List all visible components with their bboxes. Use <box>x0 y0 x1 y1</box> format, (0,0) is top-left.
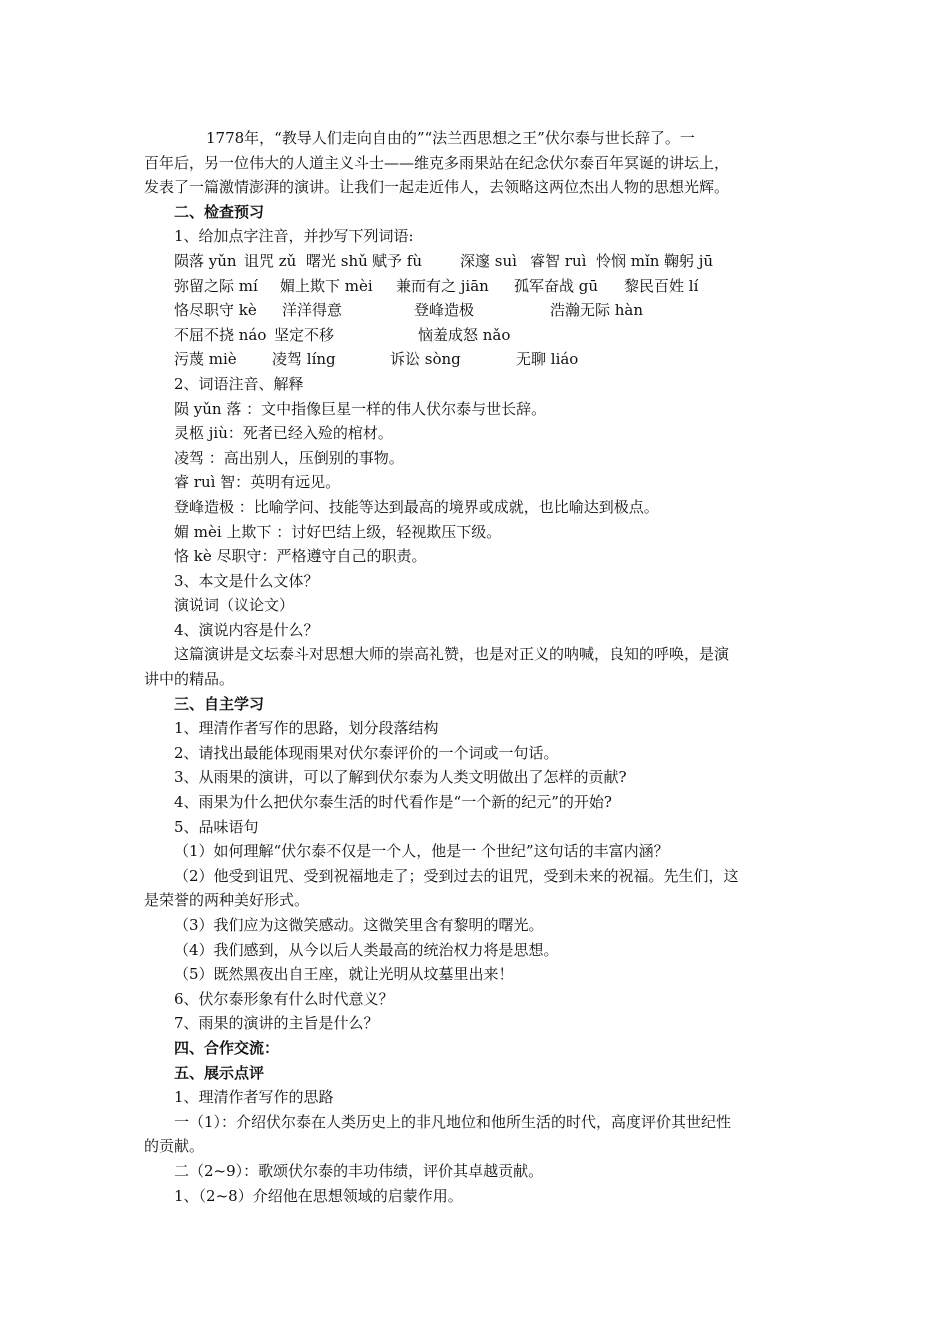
vocab-row-5 <box>144 347 809 372</box>
definition: 陨 yǔn 落 ：文中指像巨星一样的伟人伏尔泰与世长辞。 <box>174 399 547 418</box>
sentence-item: （4）我们感到，从今以后人类最高的统治权力将是思想。 <box>174 940 559 959</box>
vocab-row-1 <box>144 249 809 274</box>
vocab-row-3 <box>144 298 809 323</box>
vocab-item: 浩瀚无际 hàn <box>550 301 644 320</box>
vocab-row-2 <box>144 274 809 299</box>
vocab-item: 不屈不挠 náo <box>174 325 267 344</box>
section-heading-self-study: 三、自主学习 <box>174 694 265 713</box>
vocab-item: 无聊 liáo <box>516 350 579 369</box>
vocab-item: 凌驾 líng <box>272 350 336 369</box>
review-part-2-sub-1: 1、（2~8）介绍他在思想领域的启蒙作用。 <box>174 1186 463 1205</box>
answer-4-line-1: 这篇演讲是文坛泰斗对思想大师的崇高礼赞，也是对正义的呐喊，良知的呼唤，是演 <box>174 645 730 664</box>
vocab-item: 恼羞成怒 nǎo <box>418 325 511 344</box>
review-part-1-line-2: 的贡献。 <box>144 1137 205 1156</box>
vocab-item: 弥留之际 mí <box>174 276 258 295</box>
vocab-item: 坚定不移 <box>274 325 335 344</box>
vocab-item: 污蔑 miè <box>174 350 237 369</box>
vocab-item: 诅咒 zǔ <box>244 251 297 270</box>
study-item: 1、理清作者写作的思路，划分段落结构 <box>174 719 439 738</box>
vocab-item: 黎民百姓 lí <box>624 276 699 295</box>
intro-line-1: 1778年，“教导人们走向自由的”“法兰西思想之王”伏尔泰与世长辞了。一 <box>206 129 695 147</box>
intro-line-3: 发表了一篇激情澎湃的演讲。让我们一起走近伟人，去领略这两位杰出人物的思想光辉。 <box>144 178 730 197</box>
definition: 恪 kè 尽职守：严格遵守自己的职责。 <box>174 547 427 566</box>
vocab-item: 睿智 ruì <box>530 251 587 270</box>
vocab-item: 登峰造极 <box>414 301 475 320</box>
section-heading-preview: 二、检查预习 <box>174 202 265 221</box>
sentence-item-continued: 是荣誉的两种美好形式。 <box>144 891 310 910</box>
study-item: 4、雨果为什么把伏尔泰生活的时代看作是“一个新的纪元”的开始? <box>174 793 612 812</box>
question-1: 1、给加点字注音，并抄写下列词语: <box>174 227 414 246</box>
intro-line-2: 百年后，另一位伟大的人道主义斗士——维克多雨果站在纪念伏尔泰百年冥诞的讲坛上， <box>144 153 730 172</box>
definition: 凌驾 ：高出别人，压倒别的事物。 <box>174 448 404 467</box>
section-heading-review: 五、展示点评 <box>174 1063 265 1082</box>
vocab-item: 兼而有之 jiān <box>396 276 489 295</box>
sentence-item: （5）既然黑夜出自王座，就让光明从坟墓里出来！ <box>174 965 514 984</box>
vocab-item: 诉讼 sòng <box>390 350 461 369</box>
definition: 登峰造极 ：比喻学问、技能等达到最高的境界或成就，也比喻达到极点。 <box>174 497 659 516</box>
question-4: 4、演说内容是什么？ <box>174 620 319 639</box>
study-item: 6、伏尔泰形象有什么时代意义？ <box>174 989 394 1008</box>
vocab-item: 曙光 shǔ <box>306 251 368 270</box>
review-part-1-line-1: 一（1）：介绍伏尔泰在人类历史上的非凡地位和他所生活的时代，高度评价其世纪性 <box>174 1112 732 1131</box>
sentence-item: （1）如何理解“伏尔泰不仅是一个人，他是一 个世纪”这句话的丰富内涵？ <box>174 842 669 861</box>
vocab-item: 深邃 suì <box>460 251 517 270</box>
vocab-row-4 <box>144 323 809 348</box>
vocab-item: 赋予 fù <box>372 251 422 270</box>
sentence-item: （3）我们应为这微笑感动。这微笑里含有黎明的曙光。 <box>174 916 544 934</box>
definition: 灵柩 jiù：死者已经入殓的棺材。 <box>174 424 393 443</box>
vocab-item: 怜悯 mǐn <box>596 251 660 270</box>
definition: 媚 mèi 上欺下 ：讨好巴结上级，轻视欺压下级。 <box>174 522 502 541</box>
answer-3: 演说词（议论文） <box>174 596 295 615</box>
study-item: 2、请找出最能体现雨果对伏尔泰评价的一个词或一句话。 <box>174 743 559 762</box>
vocab-item: 陨落 yǔn <box>174 251 237 270</box>
study-item: 5、品味语句 <box>174 817 259 836</box>
vocab-item: 媚上欺下 mèi <box>280 276 373 295</box>
question-3: 3、本文是什么文体？ <box>174 571 319 590</box>
definition: 睿 ruì 智：英明有远见。 <box>174 473 341 492</box>
vocab-item: 洋洋得意 <box>282 301 343 320</box>
vocab-item: 恪尽职守 kè <box>174 301 257 320</box>
review-part-2: 二（2~9）：歌颂伏尔泰的丰功伟绩，评价其卓越贡献。 <box>174 1161 544 1180</box>
answer-4-line-2: 讲中的精品。 <box>144 670 235 689</box>
review-question-1: 1、理清作者写作的思路 <box>174 1088 334 1107</box>
question-2: 2、词语注音、解释 <box>174 374 304 393</box>
study-item: 3、从雨果的演讲，可以了解到伏尔泰为人类文明做出了怎样的贡献? <box>174 768 627 787</box>
document-body <box>144 126 809 1208</box>
study-item: 7、雨果的演讲的主旨是什么？ <box>174 1014 379 1033</box>
sentence-item: （2）他受到诅咒、受到祝福地走了；受到过去的诅咒，受到未来的祝福。先生们，这 <box>174 866 739 885</box>
vocab-item: 鞠躬 jū <box>664 251 714 270</box>
section-heading-cooperation: 四、合作交流： <box>174 1038 280 1057</box>
vocab-item: 孤军奋战 gū <box>514 276 599 295</box>
